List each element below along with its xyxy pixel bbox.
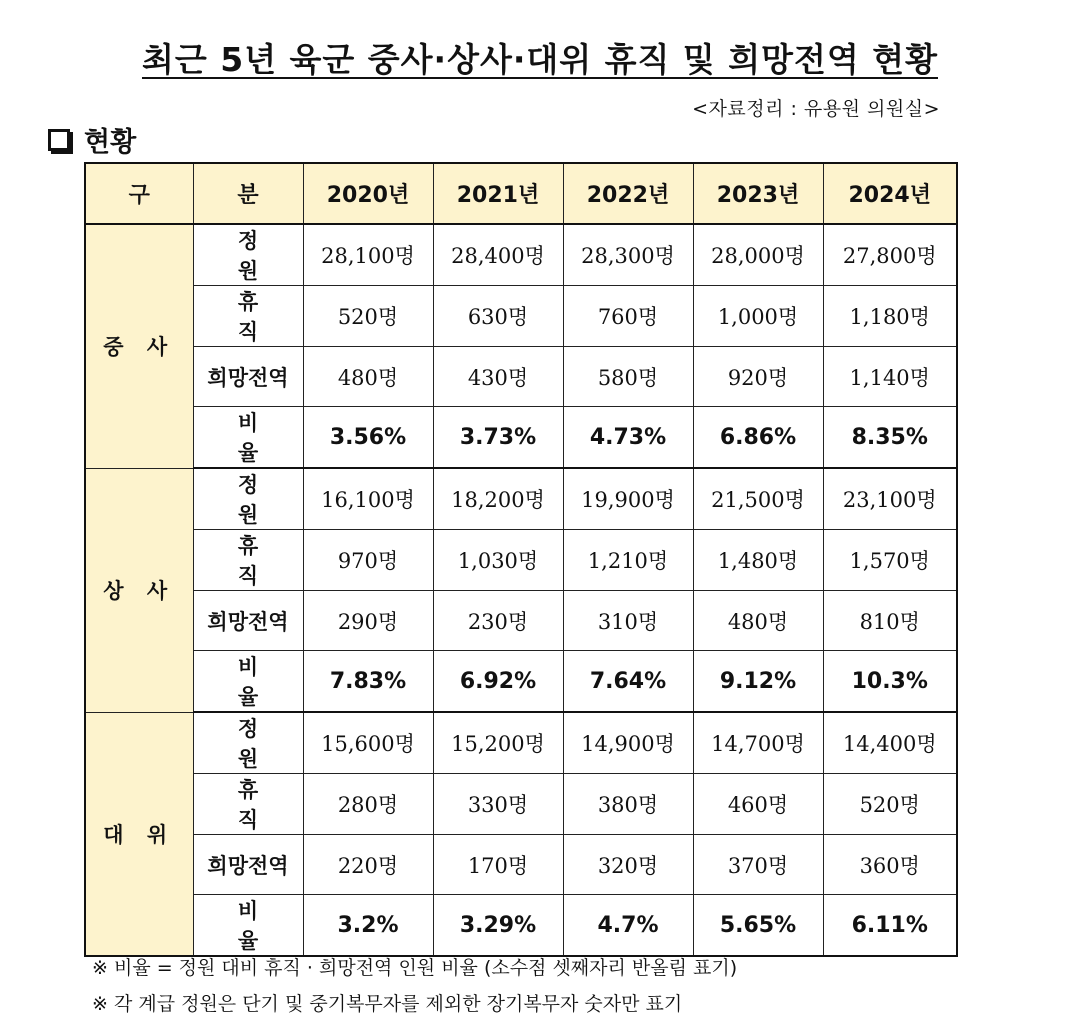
table-cell: 28,400명 bbox=[433, 224, 563, 286]
table-cell: 14,400명 bbox=[823, 712, 957, 774]
table-cell: 810명 bbox=[823, 591, 957, 651]
table-cell: 220명 bbox=[303, 835, 433, 895]
row-label: 비 율 bbox=[193, 407, 303, 469]
header-bun: 분 bbox=[193, 163, 303, 224]
status-table bbox=[84, 162, 958, 957]
source-note: <자료정리 : 유용원 의원실> bbox=[692, 98, 940, 120]
rate-cell: 7.83% bbox=[303, 651, 433, 713]
row-label: 정 원 bbox=[193, 224, 303, 286]
table-cell: 18,200명 bbox=[433, 468, 563, 530]
footnotes bbox=[92, 950, 737, 1022]
table-cell: 430명 bbox=[433, 347, 563, 407]
table-cell: 1,180명 bbox=[823, 286, 957, 347]
table-cell: 27,800명 bbox=[823, 224, 957, 286]
table-row bbox=[85, 347, 957, 407]
table-cell: 15,200명 bbox=[433, 712, 563, 774]
table-cell: 21,500명 bbox=[693, 468, 823, 530]
table-cell: 970명 bbox=[303, 530, 433, 591]
row-label: 비 율 bbox=[193, 895, 303, 957]
table-row bbox=[85, 407, 957, 469]
table-row bbox=[85, 712, 957, 774]
rate-cell: 4.7% bbox=[563, 895, 693, 957]
row-label: 희망전역 bbox=[193, 835, 303, 895]
table-row bbox=[85, 530, 957, 591]
table-cell: 28,100명 bbox=[303, 224, 433, 286]
table-cell: 320명 bbox=[563, 835, 693, 895]
rate-cell: 6.11% bbox=[823, 895, 957, 957]
group-label-captain: 대 위 bbox=[85, 712, 193, 956]
table-cell: 380명 bbox=[563, 774, 693, 835]
header-gu: 구 bbox=[85, 163, 193, 224]
table-cell: 1,030명 bbox=[433, 530, 563, 591]
table-cell: 330명 bbox=[433, 774, 563, 835]
header-year-2022: 2022년 bbox=[563, 163, 693, 224]
document-title bbox=[0, 34, 1080, 81]
table-cell: 480명 bbox=[303, 347, 433, 407]
table-cell: 1,570명 bbox=[823, 530, 957, 591]
header-year-2021: 2021년 bbox=[433, 163, 563, 224]
row-label: 정 원 bbox=[193, 712, 303, 774]
table-cell: 1,140명 bbox=[823, 347, 957, 407]
row-label: 정 원 bbox=[193, 468, 303, 530]
header-year-2024: 2024년 bbox=[823, 163, 957, 224]
table-cell: 14,900명 bbox=[563, 712, 693, 774]
table-cell: 16,100명 bbox=[303, 468, 433, 530]
square-bullet-icon bbox=[48, 129, 70, 151]
rate-cell: 9.12% bbox=[693, 651, 823, 713]
row-label: 비 율 bbox=[193, 651, 303, 713]
table-cell: 520명 bbox=[823, 774, 957, 835]
rate-cell: 3.2% bbox=[303, 895, 433, 957]
group-label-staff-sergeant: 중 사 bbox=[85, 224, 193, 468]
rate-cell: 3.73% bbox=[433, 407, 563, 469]
table-cell: 630명 bbox=[433, 286, 563, 347]
rate-cell: 8.35% bbox=[823, 407, 957, 469]
table-cell: 19,900명 bbox=[563, 468, 693, 530]
rate-cell: 4.73% bbox=[563, 407, 693, 469]
footnote-ratio: ※ 비율 = 정원 대비 휴직 · 희망전역 인원 비율 (소수점 셋째자리 반올림 표기) bbox=[92, 957, 738, 979]
table-row bbox=[85, 591, 957, 651]
table-row bbox=[85, 835, 957, 895]
table-row bbox=[85, 774, 957, 835]
table-cell: 280명 bbox=[303, 774, 433, 835]
table-cell: 230명 bbox=[433, 591, 563, 651]
table-cell: 760명 bbox=[563, 286, 693, 347]
table-cell: 460명 bbox=[693, 774, 823, 835]
table-row bbox=[85, 286, 957, 347]
table-row bbox=[85, 895, 957, 957]
table-cell: 580명 bbox=[563, 347, 693, 407]
table-header-row bbox=[85, 163, 957, 224]
rate-cell: 6.86% bbox=[693, 407, 823, 469]
table-row bbox=[85, 651, 957, 713]
table-row bbox=[85, 224, 957, 286]
rate-cell: 5.65% bbox=[693, 895, 823, 957]
rate-cell: 10.3% bbox=[823, 651, 957, 713]
table-cell: 520명 bbox=[303, 286, 433, 347]
rate-cell: 6.92% bbox=[433, 651, 563, 713]
row-label: 휴 직 bbox=[193, 774, 303, 835]
table-cell: 310명 bbox=[563, 591, 693, 651]
document-title-text: 최근 5년 육군 중사·상사·대위 휴직 및 희망전역 현황 bbox=[141, 40, 938, 79]
row-label: 희망전역 bbox=[193, 591, 303, 651]
row-label: 휴 직 bbox=[193, 530, 303, 591]
header-year-2020: 2020년 bbox=[303, 163, 433, 224]
table-cell: 1,000명 bbox=[693, 286, 823, 347]
section-heading bbox=[48, 120, 136, 159]
table-cell: 290명 bbox=[303, 591, 433, 651]
table-cell: 360명 bbox=[823, 835, 957, 895]
table-cell: 1,480명 bbox=[693, 530, 823, 591]
table-cell: 28,300명 bbox=[563, 224, 693, 286]
table-cell: 920명 bbox=[693, 347, 823, 407]
group-label-master-sergeant: 상 사 bbox=[85, 468, 193, 712]
rate-cell: 3.56% bbox=[303, 407, 433, 469]
row-label: 휴 직 bbox=[193, 286, 303, 347]
header-year-2023: 2023년 bbox=[693, 163, 823, 224]
table-row bbox=[85, 468, 957, 530]
table-cell: 23,100명 bbox=[823, 468, 957, 530]
table-cell: 14,700명 bbox=[693, 712, 823, 774]
rate-cell: 3.29% bbox=[433, 895, 563, 957]
table-cell: 1,210명 bbox=[563, 530, 693, 591]
table-cell: 28,000명 bbox=[693, 224, 823, 286]
footnote-quota: ※ 각 계급 정원은 단기 및 중기복무자를 제외한 장기복무자 숫자만 표기 bbox=[92, 993, 683, 1015]
section-heading-text: 현황 bbox=[84, 127, 137, 158]
rate-cell: 7.64% bbox=[563, 651, 693, 713]
table-cell: 170명 bbox=[433, 835, 563, 895]
table-cell: 480명 bbox=[693, 591, 823, 651]
row-label: 희망전역 bbox=[193, 347, 303, 407]
table-cell: 15,600명 bbox=[303, 712, 433, 774]
table-cell: 370명 bbox=[693, 835, 823, 895]
